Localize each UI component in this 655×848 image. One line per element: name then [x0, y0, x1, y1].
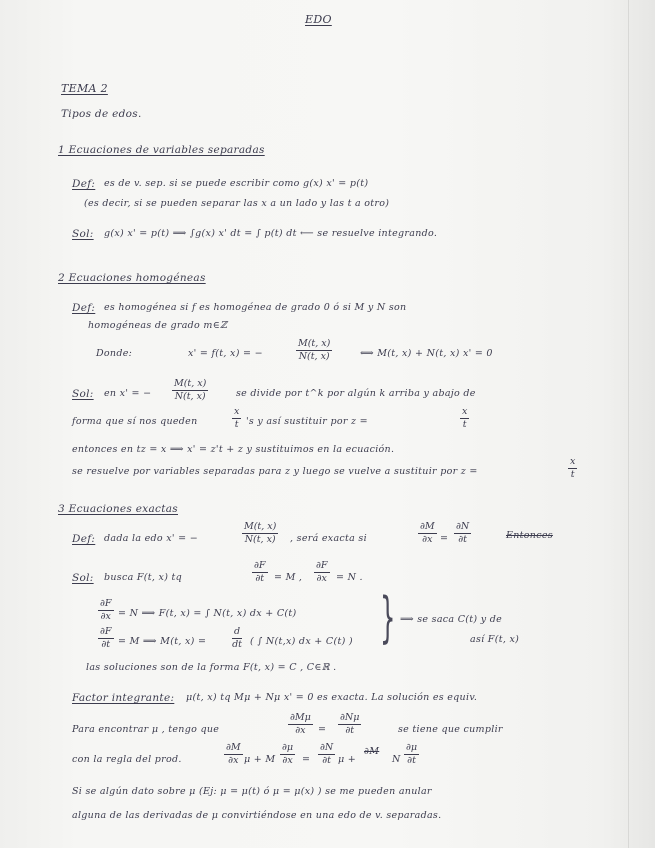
fi-c1-num: ∂Mμ: [290, 712, 311, 723]
sol-f2-den: ∂x: [316, 573, 327, 584]
section-1-sol-line: g(x) x' = p(t) ⟹ ∫g(x) x' dt = ∫ p(t) dt ⟵ se resuelve integrando.: [104, 228, 438, 239]
row1-den: ∂x: [100, 611, 111, 622]
section-3-def-line-b: , será exacta si: [290, 533, 367, 544]
z-numerator: x: [462, 406, 468, 417]
fi-c2-num: ∂Nμ: [340, 712, 360, 723]
section-2-sol-line2a: forma que sí nos queden: [72, 416, 198, 427]
factor-line3-a: con la regla del prod.: [72, 754, 182, 765]
factor-line4: Si se algún dato sobre μ (Ej: μ = μ(t) ó μ = μ(x) ) se me pueden anular: [72, 786, 432, 797]
donde-lhs: x' = f(t, x) = −: [188, 348, 263, 359]
row2-den: ∂t: [101, 639, 111, 650]
section-1-title: 1 Ecuaciones de variables separadas: [58, 144, 265, 156]
donde-denominator: N(t, x): [298, 351, 330, 362]
fi-p-eq: =: [302, 754, 311, 765]
def-denominator: N(t, x): [244, 534, 276, 545]
fi-p1-fraction: [224, 742, 243, 767]
sol-f1-num: ∂F: [254, 560, 266, 571]
section-1-def-line1: es de v. sep. si se puede escribir como g(x) x' = p(t): [104, 178, 369, 189]
section-1-sol-label: Sol:: [72, 228, 94, 240]
fi-p2-fraction: [280, 742, 295, 767]
section-2-def-label: Def:: [72, 302, 96, 314]
fi-p3-num: ∂N: [320, 742, 334, 753]
fi-c2-den: ∂t: [345, 725, 355, 736]
row2-d-den: dt: [232, 639, 242, 650]
sol-f1-den: ∂t: [255, 573, 265, 584]
row1-num: ∂F: [100, 598, 112, 609]
factor-line2-a: Para encontrar μ , tengo que: [72, 724, 220, 735]
row2-fraction: [98, 626, 114, 651]
section-2-sol-label: Sol:: [72, 388, 94, 400]
section-2-sol-line3: entonces en tz = x ⟹ x' = z't + z y sustituimos en la ecuación.: [72, 444, 395, 455]
brace-result2: así F(t, x): [470, 634, 520, 645]
tema-title: TEMA 2: [61, 82, 108, 95]
section-1-def-label: Def:: [72, 178, 96, 190]
exact-cond-rhs: [454, 521, 471, 546]
fi-p3-fraction: [318, 742, 335, 767]
section-2-sol-fraction: [172, 378, 208, 403]
fi-p1-tail: μ + M: [244, 754, 276, 765]
donde-rhs: ⟺ M(t, x) + N(t, x) x' = 0: [360, 348, 493, 359]
fi-p4-den: ∂t: [407, 755, 416, 766]
fi-p3-den: ∂t: [322, 755, 331, 766]
brace-result: ⟹ se saca C(t) y de: [400, 614, 503, 625]
factor-line5: alguna de las derivadas de μ convirtiéndose en una edo de v. separadas.: [72, 810, 442, 821]
xt-denominator: t: [234, 419, 239, 430]
section-3-title: 3 Ecuaciones exactas: [58, 503, 178, 515]
fi-p4-fraction: [404, 742, 419, 767]
fi-cond-eq: =: [318, 724, 327, 735]
factor-line2-b: se tiene que cumplir: [398, 724, 503, 735]
z-denominator: t: [462, 419, 467, 430]
def-numerator: M(t, x): [244, 521, 277, 532]
fi-p3-tail: μ +: [338, 754, 357, 765]
row2-equation-b: ( ∫ N(t,x) dx + C(t) ): [250, 636, 353, 647]
cond-lhs-den: ∂x: [422, 534, 433, 545]
donde-fraction: [296, 338, 332, 363]
struck-word: Entonces: [506, 530, 553, 541]
section-2-sol-line1b: se divide por t^k por algún k arriba y abajo de: [236, 388, 476, 399]
section-3-def-line-a: dada la edo x' = −: [104, 533, 199, 544]
solutions-line: las soluciones son de la forma F(t, x) = C , C∈ℝ .: [86, 662, 337, 673]
row2-equation-a: = M ⟹ M(t, x) =: [118, 636, 207, 647]
fi-p4-num: ∂μ: [406, 742, 418, 753]
fi-struck-term: ∂M: [364, 746, 380, 757]
section-3-def-label: Def:: [72, 533, 96, 545]
section-2-sol-line2b: 's y así sustituir por z =: [246, 416, 368, 427]
section-2-sol-line4: se resuelve por variables separadas para z y luego se vuelve a sustituir por z =: [72, 466, 478, 477]
final-denominator: t: [570, 469, 575, 480]
section-3-sol-line-a: busca F(t, x) tq: [104, 572, 183, 583]
section-2-z-fraction: [460, 406, 469, 431]
fi-p1-den: ∂x: [228, 755, 239, 766]
intro-text: Tipos de edos.: [61, 108, 142, 120]
row2-d-fraction: [232, 626, 242, 651]
fi-p1-num: ∂M: [226, 742, 241, 753]
donde-numerator: M(t, x): [298, 338, 331, 349]
row2-d-num: d: [234, 626, 241, 637]
section-2-final-fraction: [568, 456, 577, 481]
exact-cond-lhs: [418, 521, 437, 546]
fi-cond-rhs: [338, 712, 361, 737]
factor-line1: μ(t, x) tq Mμ + Nμ x' = 0 es exacta. La solución es equiv.: [186, 692, 478, 703]
cond-rhs-num: ∂N: [456, 521, 470, 532]
section-1-def-line2: (es decir, si se pueden separar las x a un lado y las t a otro): [84, 198, 390, 209]
sol-eq1: = M ,: [274, 572, 303, 583]
section-2-sol-line1a: en x' = −: [104, 388, 152, 399]
fi-p2-num: ∂μ: [282, 742, 294, 753]
row2-num: ∂F: [100, 626, 112, 637]
section-2-title: 2 Ecuaciones homogéneas: [58, 272, 206, 284]
fi-p2-den: ∂x: [282, 755, 293, 766]
exact-cond-eq: =: [440, 533, 449, 544]
sol-f1-fraction: [252, 560, 268, 585]
fi-c1-den: ∂x: [295, 725, 306, 736]
sol-f2-num: ∂F: [316, 560, 328, 571]
page-header: EDO: [305, 13, 332, 26]
fi-cond-lhs: [288, 712, 313, 737]
page-fold: [628, 0, 629, 848]
sol-eq2: = N .: [336, 572, 363, 583]
sol-f2-fraction: [314, 560, 330, 585]
factor-label: Factor integrante:: [72, 692, 175, 704]
donde-label: Donde:: [96, 348, 133, 359]
right-brace: }: [380, 586, 396, 649]
row1-fraction: [98, 598, 114, 623]
section-2-xt-fraction: [232, 406, 241, 431]
row1-equation: = N ⟹ F(t, x) = ∫ N(t, x) dx + C(t): [118, 608, 297, 619]
final-numerator: x: [570, 456, 576, 467]
cond-lhs-num: ∂M: [420, 521, 435, 532]
cond-rhs-den: ∂t: [458, 534, 467, 545]
section-2-def-line2: homogéneas de grado m∈ℤ: [88, 320, 228, 331]
sol-denominator: N(t, x): [174, 391, 206, 402]
xt-numerator: x: [234, 406, 240, 417]
sol-numerator: M(t, x): [174, 378, 207, 389]
section-3-sol-label: Sol:: [72, 572, 94, 584]
section-3-def-fraction: [242, 521, 278, 546]
section-2-def-line1: es homogénea si f es homogénea de grado 0 ó si M y N son: [104, 302, 407, 313]
fi-p4-lead: N: [392, 754, 401, 765]
